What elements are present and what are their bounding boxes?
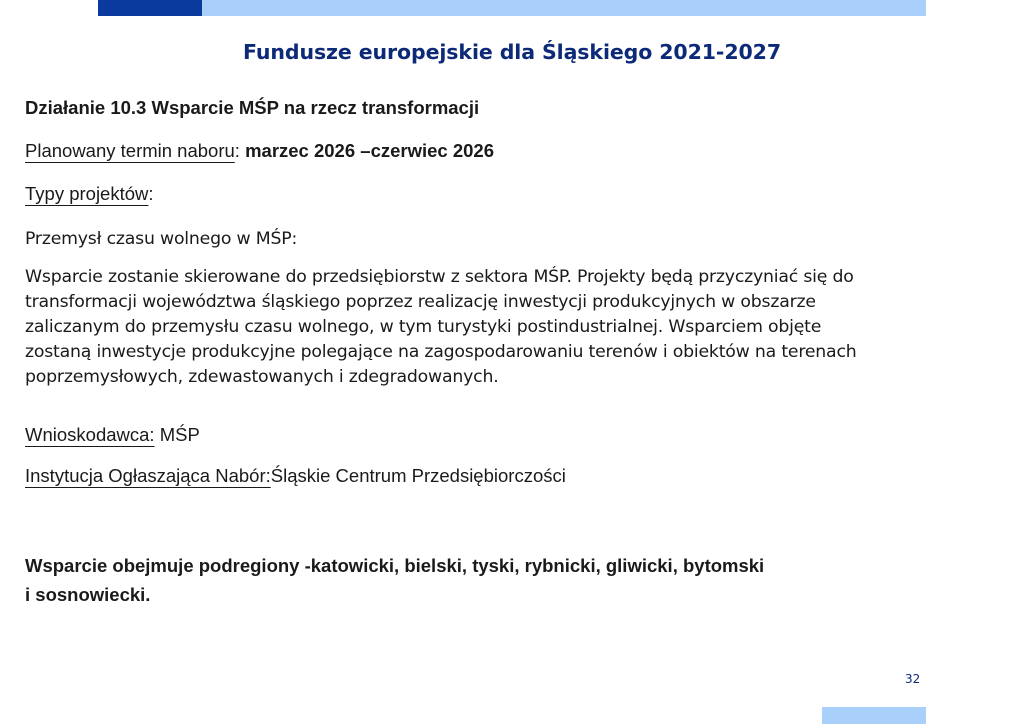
project-description xyxy=(25,265,985,390)
description-line: transformacji województwa śląskiego poprzez realizację inwestycji produkcyjnych w obszarze xyxy=(25,292,816,312)
description-line: poprzemysłowych, zdewastowanych i zdegradowanych. xyxy=(25,367,499,387)
page-title: Fundusze europejskie dla Śląskiego 2021-2027 xyxy=(243,40,781,64)
institution-value: Śląskie Centrum Przedsiębiorczości xyxy=(270,465,566,486)
applicant-line xyxy=(25,424,200,446)
schedule-line xyxy=(25,140,494,162)
institution-label: Instytucja Ogłaszająca Nabór: xyxy=(25,465,271,486)
description-line: zostaną inwestycje produkcyjne polegające na zagospodarowaniu terenów i obiektów na terenach xyxy=(25,342,857,362)
description-line: Wsparcie zostanie skierowane do przedsiębiorstw z sektora MŚP. Projekty będą przyczyniać się do xyxy=(25,267,854,287)
schedule-value: marzec 2026 –czerwiec 2026 xyxy=(245,140,494,161)
support-regions-line-2: i sosnowiecki. xyxy=(25,584,151,605)
institution-line xyxy=(25,465,566,487)
schedule-label: Planowany termin naboru xyxy=(25,140,235,161)
applicant-value: MŚP xyxy=(154,424,200,445)
types-colon: : xyxy=(148,183,154,204)
header-accent-bar-light xyxy=(202,0,926,16)
applicant-label: Wnioskodawca: xyxy=(25,424,155,445)
description-line: zaliczanym do przemysłu czasu wolnego, w tym turystyki postindustrialnej. Wsparciem objęte xyxy=(25,317,822,337)
page-number: 32 xyxy=(905,672,921,686)
action-title: Działanie 10.3 Wsparcie MŚP na rzecz transformacji xyxy=(25,97,480,118)
support-regions-line-1: Wsparcie obejmuje podregiony -katowicki, bielski, tyski, rybnicki, gliwicki, bytomski xyxy=(25,555,765,576)
types-label: Typy projektów xyxy=(25,183,149,204)
header-accent-bar-dark xyxy=(98,0,202,16)
footer-accent-bar xyxy=(822,707,926,724)
types-line xyxy=(25,183,154,205)
project-subtype: Przemysł czasu wolnego w MŚP: xyxy=(25,229,298,249)
schedule-colon: : xyxy=(234,140,246,161)
